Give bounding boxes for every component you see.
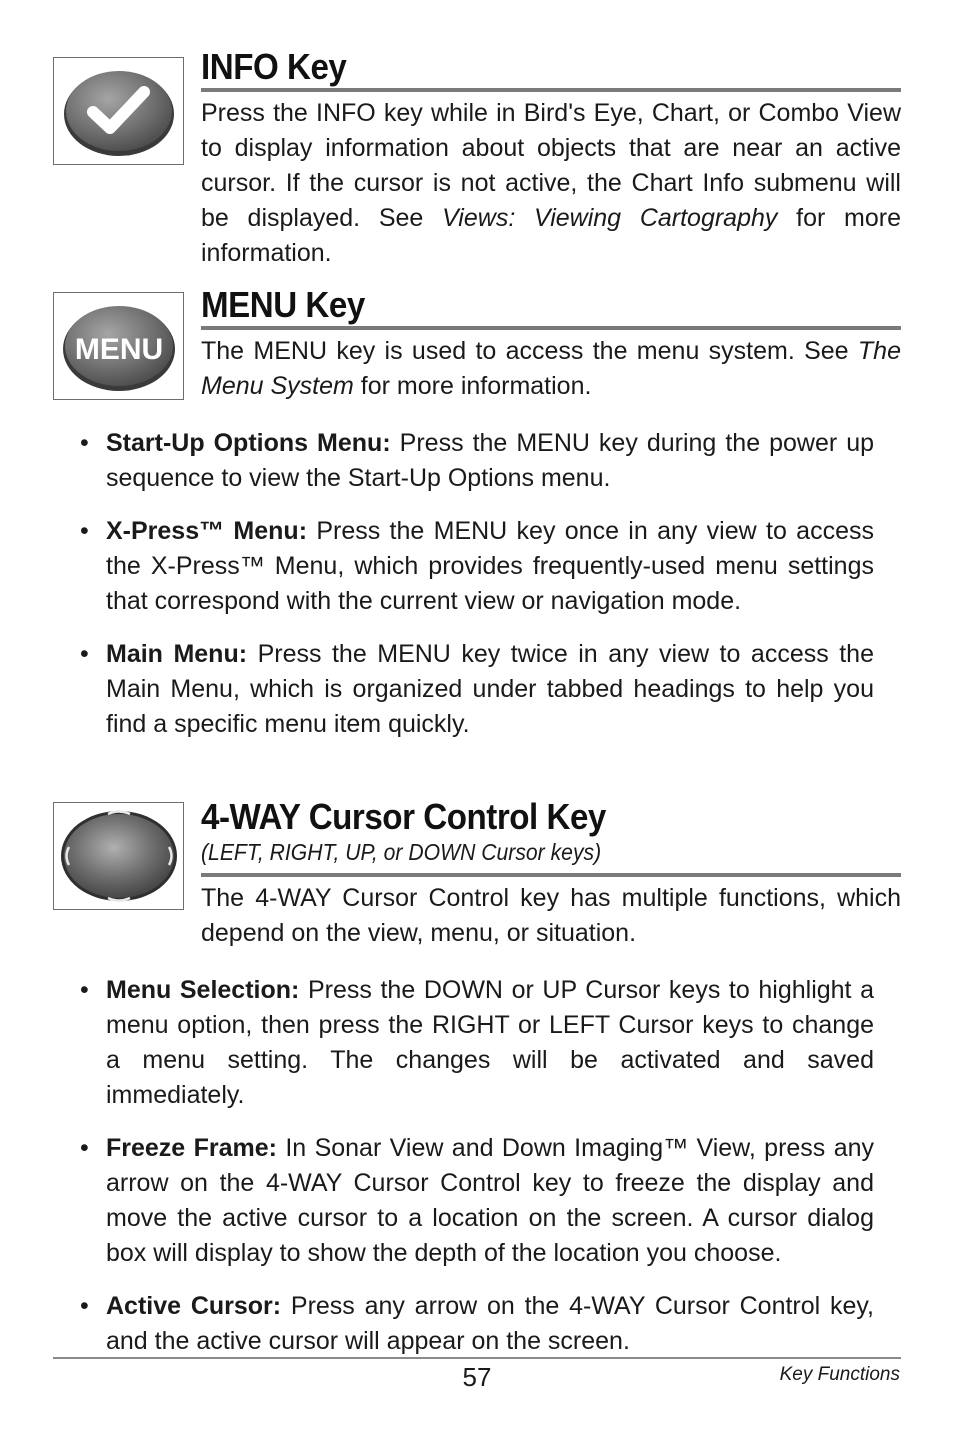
list-item: • Start-Up Options Menu: Press the MENU key during the power up sequence to view the Start-Up Options menu. [80, 429, 875, 492]
four-way-cursor-icon [58, 807, 180, 905]
menu-key-heading: MENU Key [201, 284, 365, 325]
info-key-heading: INFO Key [201, 46, 347, 87]
info-key-reference: Views: Viewing Cartography [442, 204, 778, 232]
cursor-key-rule [201, 873, 901, 877]
checkmark-icon [58, 62, 180, 160]
footer-rule [53, 1357, 901, 1359]
svg-text:MENU: MENU [74, 333, 163, 366]
info-key-rule [201, 88, 901, 92]
info-key-image [53, 57, 184, 165]
menu-button-icon [58, 297, 180, 395]
page-number: 57 [462, 1362, 492, 1392]
footer-section-title: Key Functions [779, 1364, 900, 1385]
list-item: • Freeze Frame: In Sonar View and Down Imaging™ View, press any arrow on the 4-WAY Cursor Control key to freeze the display and move the active cursor to a location on the screen. A cursor dialog box will display to show the depth of the location you choose. [80, 1134, 874, 1267]
info-key-description: Press the INFO key while in Bird's Eye, Chart, or Combo View to display information about objects that are near an active cursor. If the cursor is not active, the Chart Info submenu will be displayed. See Views: Viewing Cartography for more information. [201, 99, 902, 267]
cursor-key-subtitle: (LEFT, RIGHT, UP, or DOWN Cursor keys) [201, 839, 602, 865]
cursor-key-bullet-list [80, 973, 874, 1377]
cursor-key-image [53, 802, 184, 910]
menu-key-rule [201, 326, 901, 330]
menu-key-bullet-list [80, 426, 874, 760]
menu-key-reference: The Menu System [201, 337, 901, 400]
list-item: • Main Menu: Press the MENU key twice in any view to access the Main Menu, which is organized under tabbed headings to help you find a specific menu item quickly. [80, 640, 874, 738]
list-item: • X-Press™ Menu: Press the MENU key once in any view to access the X-Press™ Menu, which provides frequently-used menu settings that correspond with the current view or navigation mode. [80, 517, 874, 615]
menu-key-image [53, 292, 184, 400]
list-item: • Active Cursor: Press any arrow on the 4-WAY Cursor Control key, and the active cursor will appear on the screen. [80, 1292, 874, 1355]
list-item: • Menu Selection: Press the DOWN or UP Cursor keys to highlight a menu option, then press the RIGHT or LEFT Cursor keys to change a menu setting. The changes will be activated and saved immediately. [80, 976, 875, 1109]
menu-key-description: The MENU key is used to access the menu system. See The Menu System for more information. [201, 337, 901, 400]
cursor-key-heading: 4-WAY Cursor Control Key [201, 796, 606, 837]
cursor-key-description: The 4-WAY Cursor Control key has multiple functions, which depend on the view, menu, or situation. [201, 884, 901, 947]
